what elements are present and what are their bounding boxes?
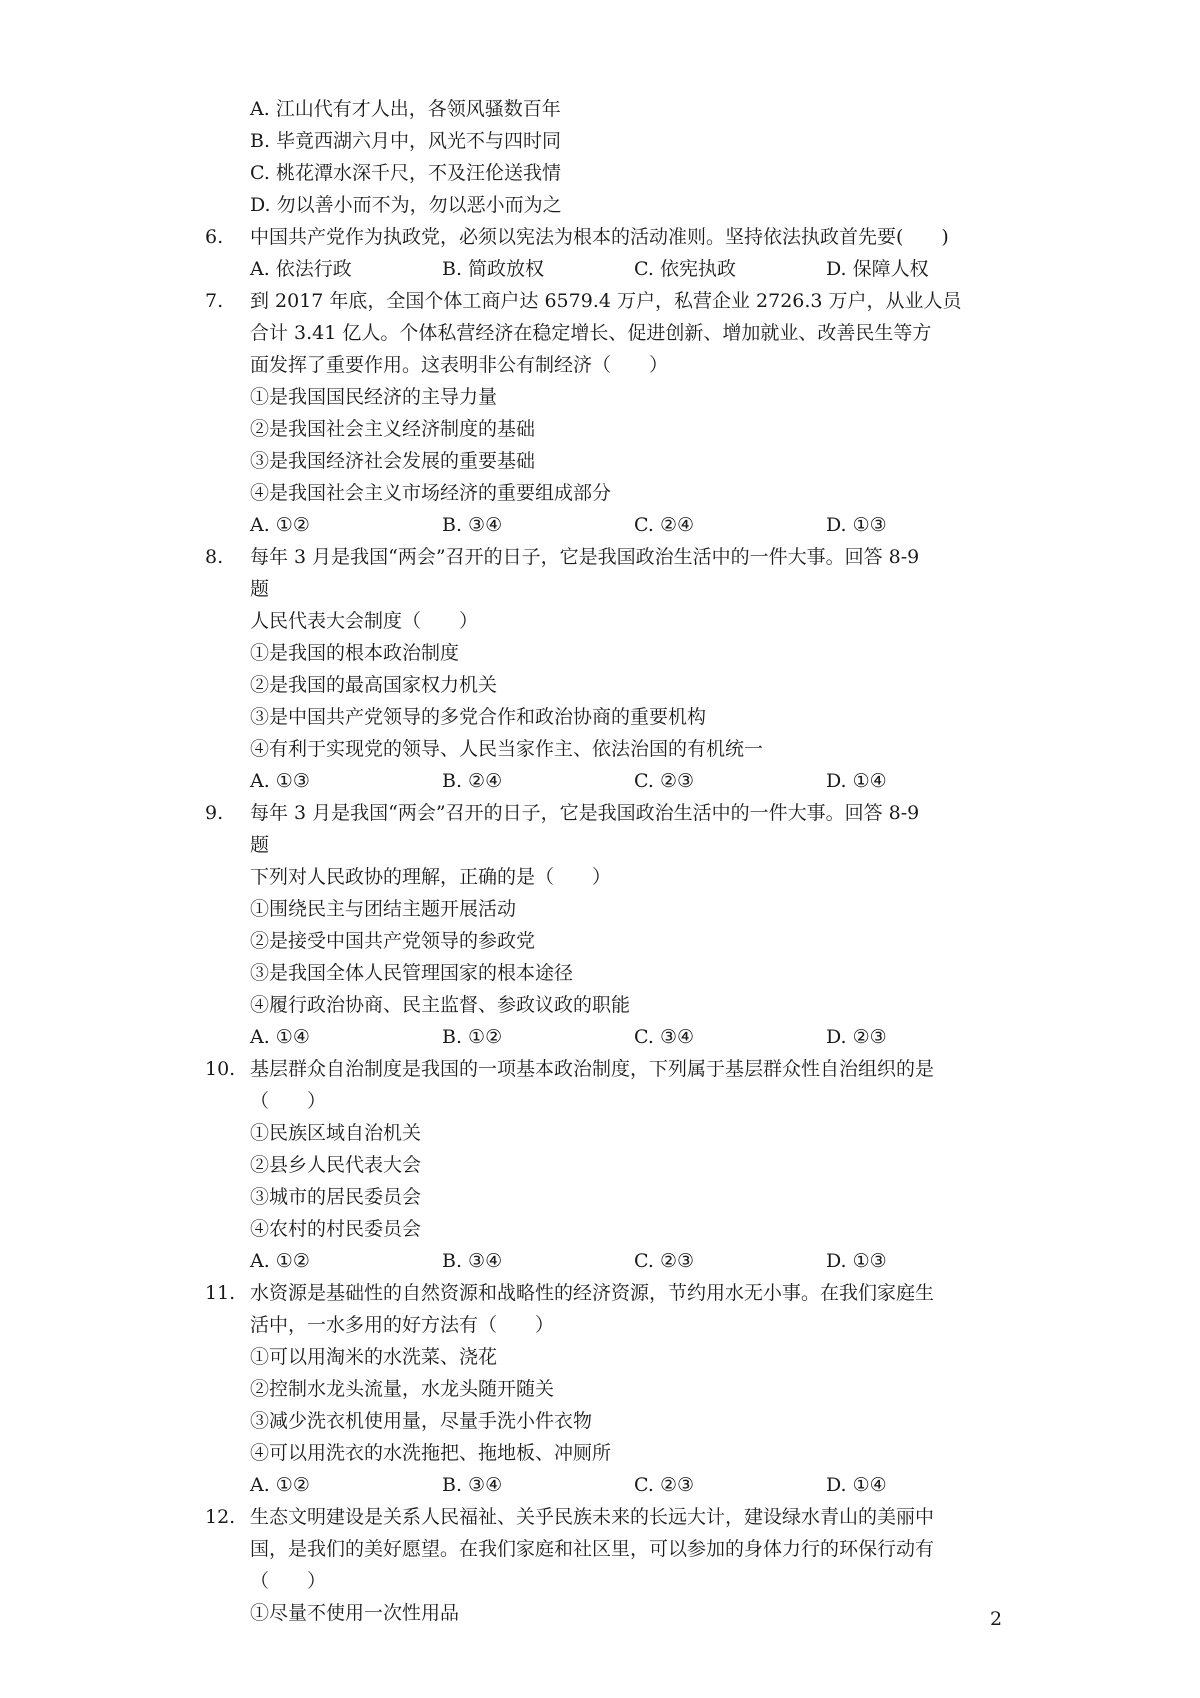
question-text: 生态文明建设是关系人民福祉、关乎民族未来的长远大计，建设绿水青山的美丽中: [250, 1506, 935, 1528]
text-line: ①围绕民主与团结主题开展活动: [250, 898, 517, 920]
text-line: ③是我国全体人民管理国家的根本途径: [250, 962, 574, 984]
text-line: ④农村的村民委员会: [250, 1218, 422, 1240]
answer-option: B. ③④: [442, 514, 503, 536]
question-number: 12.: [205, 1506, 236, 1528]
text-line: 人民代表大会制度（ ）: [250, 610, 479, 632]
question-line: [205, 285, 1025, 317]
answer-option: B. ③④: [442, 1250, 503, 1272]
answer-option: A. ①②: [250, 1250, 310, 1272]
question-line: [205, 1501, 1025, 1533]
text-line: （ ）: [250, 1570, 327, 1592]
text-line: 活中，一水多用的好方法有（ ）: [250, 1314, 555, 1336]
question-number: 6.: [205, 226, 224, 248]
answer-options: [205, 765, 1025, 797]
answer-option: C. 依宪执政: [634, 258, 736, 280]
text-line: ②是接受中国共产党领导的参政党: [250, 930, 536, 952]
text-line: ②是我国社会主义经济制度的基础: [250, 418, 536, 440]
text-line: ①民族区域自治机关: [250, 1122, 422, 1144]
answer-option: D. ①④: [826, 770, 887, 792]
answer-option: C. ②③: [634, 1474, 695, 1496]
text-line: ②县乡人民代表大会: [250, 1154, 422, 1176]
answer-option: B. ②④: [442, 770, 503, 792]
answer-option: C. ②④: [634, 514, 695, 536]
question-line: [205, 1053, 1025, 1085]
answer-option: B. 简政放权: [442, 258, 545, 280]
question-text: 每年 3 月是我国“两会”召开的日子，它是我国政治生活中的一件大事。回答 8-9: [250, 802, 920, 824]
answer-option: D. ①③: [826, 514, 887, 536]
text-line: ③减少洗衣机使用量，尽量手洗小件衣物: [250, 1410, 593, 1432]
answer-option: D. ①④: [826, 1474, 887, 1496]
answer-option: B. ③④: [442, 1474, 503, 1496]
question-line: [205, 221, 1025, 253]
text-line: ②是我国的最高国家权力机关: [250, 674, 498, 696]
text-line: C. 桃花潭水深千尺，不及汪伦送我情: [250, 162, 561, 184]
question-number: 8.: [205, 546, 224, 568]
answer-options: [205, 1469, 1025, 1501]
text-line: ①尽量不使用一次性用品: [250, 1602, 460, 1624]
text-line: ③是中国共产党领导的多党合作和政治协商的重要机构: [250, 706, 707, 728]
answer-option: A. ①②: [250, 514, 310, 536]
text-line: ②控制水龙头流量，水龙头随开随关: [250, 1378, 555, 1400]
answer-option: D. 保障人权: [826, 258, 929, 280]
question-text: 到 2017 年底，全国个体工商户达 6579.4 万户，私营企业 2726.3 万户，从业人员: [250, 290, 962, 312]
question-text: 基层群众自治制度是我国的一项基本政治制度，下列属于基层群众性自治组织的是: [250, 1058, 935, 1080]
text-line: 下列对人民政协的理解，正确的是（ ）: [250, 866, 612, 888]
question-line: [205, 541, 1025, 573]
answer-options: [205, 253, 1025, 285]
text-line: ④可以用洗衣的水洗拖把、拖地板、冲厕所: [250, 1442, 612, 1464]
text-line: B. 毕竟西湖六月中，风光不与四时同: [250, 130, 562, 152]
answer-option: C. ②③: [634, 770, 695, 792]
answer-option: B. ①②: [442, 1026, 503, 1048]
question-number: 9.: [205, 802, 224, 824]
text-line: ③城市的居民委员会: [250, 1186, 422, 1208]
text-line: 题: [250, 834, 270, 856]
text-line: ④履行政治协商、民主监督、参政议政的职能: [250, 994, 631, 1016]
text-line: 面发挥了重要作用。这表明非公有制经济（ ）: [250, 354, 669, 376]
answer-option: C. ③④: [634, 1026, 695, 1048]
question-text: 水资源是基础性的自然资源和战略性的经济资源，节约用水无小事。在我们家庭生: [250, 1282, 935, 1304]
text-line: 题: [250, 578, 270, 600]
text-line: ①是我国的根本政治制度: [250, 642, 460, 664]
page-number: 2: [990, 1608, 1003, 1630]
question-list: [205, 93, 1025, 1629]
answer-option: A. ①③: [250, 770, 310, 792]
question-number: 11.: [205, 1282, 236, 1304]
question-line: [205, 797, 1025, 829]
text-line: 国，是我们的美好愿望。在我们家庭和社区里，可以参加的身体力行的环保行动有: [250, 1538, 935, 1560]
text-line: ④是我国社会主义市场经济的重要组成部分: [250, 482, 612, 504]
answer-options: [205, 509, 1025, 541]
text-line: 合计 3.41 亿人。个体私营经济在稳定增长、促进创新、增加就业、改善民生等方: [250, 322, 932, 344]
text-line: ①可以用淘米的水洗菜、浇花: [250, 1346, 498, 1368]
question-text: 每年 3 月是我国“两会”召开的日子，它是我国政治生活中的一件大事。回答 8-9: [250, 546, 920, 568]
answer-option: C. ②③: [634, 1250, 695, 1272]
question-text: 中国共产党作为执政党，必须以宪法为根本的活动准则。坚持依法执政首先要( ): [250, 226, 949, 248]
question-number: 7.: [205, 290, 224, 312]
answer-option: A. ①④: [250, 1026, 310, 1048]
text-line: A. 江山代有才人出，各领风骚数百年: [250, 98, 561, 120]
answer-options: [205, 1245, 1025, 1277]
answer-option: D. ②③: [826, 1026, 887, 1048]
answer-option: A. 依法行政: [250, 258, 352, 280]
question-number: 10.: [205, 1058, 236, 1080]
text-line: ①是我国国民经济的主导力量: [250, 386, 498, 408]
text-line: ④有利于实现党的领导、人民当家作主、依法治国的有机统一: [250, 738, 764, 760]
answer-options: [205, 1021, 1025, 1053]
text-line: D. 勿以善小而不为，勿以恶小而为之: [250, 194, 562, 216]
text-line: ③是我国经济社会发展的重要基础: [250, 450, 536, 472]
question-line: [205, 1277, 1025, 1309]
answer-option: A. ①②: [250, 1474, 310, 1496]
text-line: （ ）: [250, 1090, 327, 1112]
answer-option: D. ①③: [826, 1250, 887, 1272]
